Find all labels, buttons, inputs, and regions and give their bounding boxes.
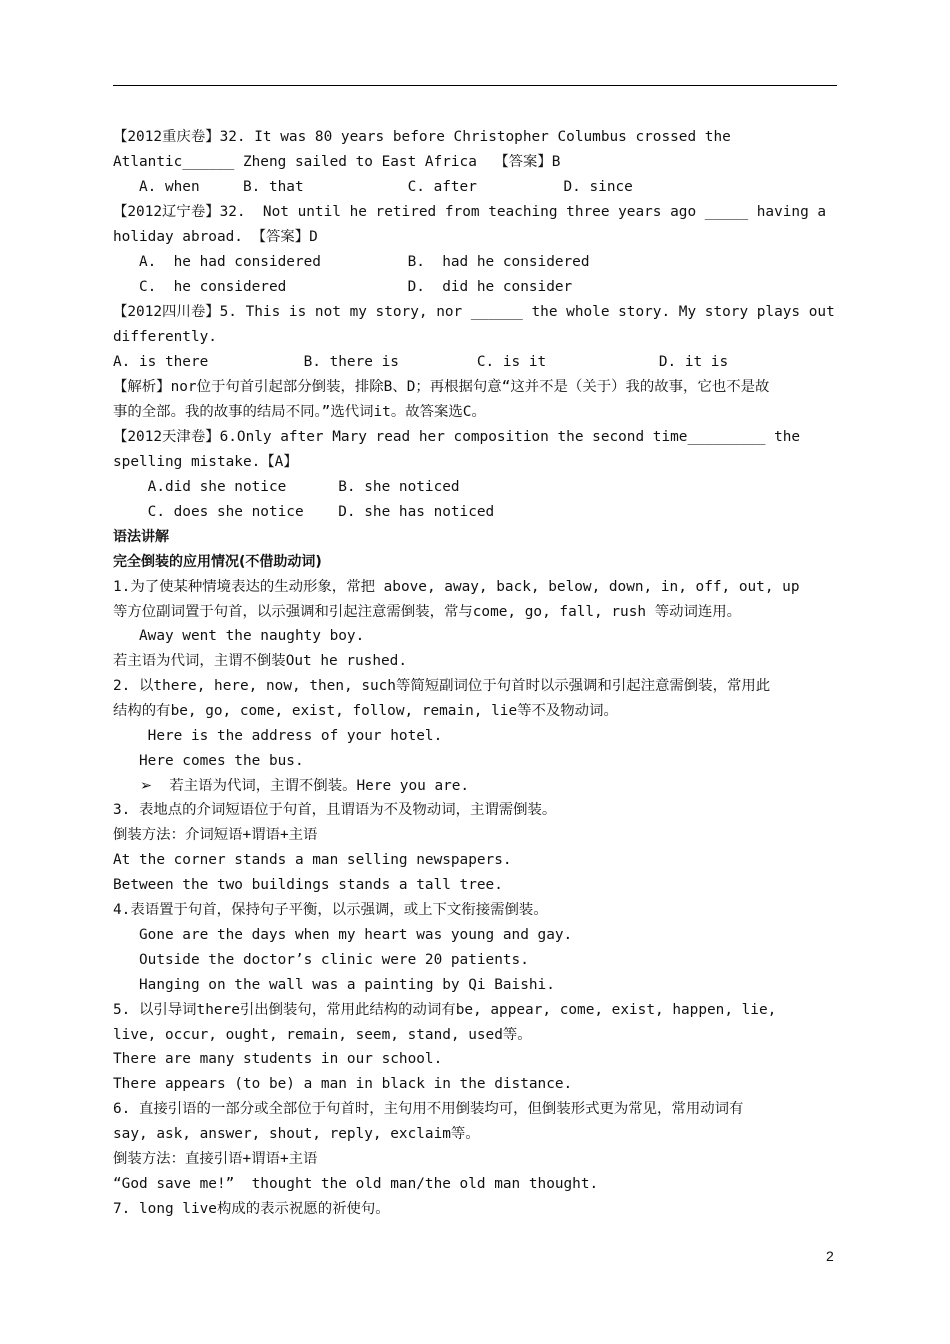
text-line: spelling mistake.【A】 bbox=[113, 454, 298, 470]
text-line: 6. 直接引语的一部分或全部位于句首时，主句用不用倒装均可，但倒装形式更为常见，常用动词有 bbox=[113, 1101, 744, 1117]
text-line: A. he had considered B. had he considered bbox=[113, 254, 590, 270]
section-heading: 语法讲解 bbox=[113, 529, 169, 545]
text-line: Here comes the bus. bbox=[113, 753, 304, 769]
text-line: There appears (to be) a man in black in the distance. bbox=[113, 1076, 573, 1092]
section-subheading: 完全倒装的应用情况(不借助动词) bbox=[113, 554, 322, 570]
text-line: differently. bbox=[113, 329, 217, 345]
text-line: 结构的有be, go, come, exist, follow, remain, lie等不及物动词。 bbox=[113, 703, 618, 719]
text-line: C. he considered D. did he consider bbox=[113, 279, 573, 295]
text-line: Hanging on the wall was a painting by Qi Baishi. bbox=[113, 977, 555, 993]
text-line: 【2012天津卷】6.Only after Mary read her composition the second time_________ the bbox=[113, 429, 801, 445]
bullet-line bbox=[140, 777, 469, 795]
page-number: 2 bbox=[826, 1248, 834, 1264]
text-line: 5. 以引导词there引出倒装句，常用此结构的动词有be, appear, come, exist, happen, lie, bbox=[113, 1002, 777, 1018]
text-line: A.did she notice B. she noticed bbox=[113, 479, 460, 495]
text-line: There are many students in our school. bbox=[113, 1051, 443, 1067]
text-line: 【2012辽宁卷】32. Not until he retired from teaching three years ago _____ having a bbox=[113, 204, 827, 220]
text-line: Away went the naughty boy. bbox=[113, 628, 365, 644]
text-line: 【2012四川卷】5. This is not my story, nor ______ the whole story. My story plays out bbox=[113, 304, 835, 320]
text-line: Between the two buildings stands a tall tree. bbox=[113, 877, 503, 893]
header-rule bbox=[113, 85, 837, 86]
text-line: Gone are the days when my heart was young and gay. bbox=[113, 927, 573, 943]
text-line: 【解析】nor位于句首引起部分倒装，排除B、D；再根据句意“这并不是（关于）我的故事，它也不是故 bbox=[113, 379, 770, 395]
text-line: 1.为了使某种情境表达的生动形象，常把 above, away, back, below, down, in, off, out, up bbox=[113, 579, 800, 595]
text-line: holiday abroad. 【答案】D bbox=[113, 229, 318, 245]
text-line: 【2012重庆卷】32. It was 80 years before Christopher Columbus crossed the bbox=[113, 129, 731, 145]
text-line: live, occur, ought, remain, seem, stand, used等。 bbox=[113, 1027, 532, 1043]
text-line: say, ask, answer, shout, reply, exclaim等。 bbox=[113, 1126, 480, 1142]
text-line: 事的全部。我的故事的结局不同。”选代词it。故答案选C。 bbox=[113, 404, 486, 420]
text-line: A. is there B. there is C. is it D. it is bbox=[113, 354, 729, 370]
text-line: C. does she notice D. she has noticed bbox=[113, 504, 495, 520]
text-line: 7. long live构成的表示祝愿的祈使句。 bbox=[113, 1201, 390, 1217]
text-line: 3. 表地点的介词短语位于句首，且谓语为不及物动词，主谓需倒装。 bbox=[113, 802, 557, 818]
bullet-text: 若主语为代词，主谓不倒装。Here you are. bbox=[169, 778, 470, 794]
text-line: 若主语为代词，主谓不倒装Out he rushed. bbox=[113, 653, 407, 669]
text-line: A. when B. that C. after D. since bbox=[113, 179, 633, 195]
text-line: 2. 以there, here, now, then, such等简短副词位于句首时以示强调和引起注意需倒装，常用此 bbox=[113, 678, 771, 694]
text-line: 等方位副词置于句首，以示强调和引起注意需倒装，常与come, go, fall, rush 等动词连用。 bbox=[113, 604, 742, 620]
text-line: 4.表语置于句首，保持句子平衡，以示强调，或上下文衔接需倒装。 bbox=[113, 902, 548, 918]
text-line: Outside the doctor’s clinic were 20 patients. bbox=[113, 952, 529, 968]
text-line: 倒装方法：直接引语+谓语+主语 bbox=[113, 1151, 318, 1167]
text-line: 倒装方法：介词短语+谓语+主语 bbox=[113, 827, 318, 843]
arrow-bullet-icon: ➢ bbox=[140, 778, 153, 794]
text-line: Atlantic______ Zheng sailed to East Africa 【答案】B bbox=[113, 154, 561, 170]
text-line: At the corner stands a man selling newspapers. bbox=[113, 852, 512, 868]
text-line: “God save me!” thought the old man/the old man thought. bbox=[113, 1176, 599, 1192]
text-line: Here is the address of your hotel. bbox=[113, 728, 443, 744]
